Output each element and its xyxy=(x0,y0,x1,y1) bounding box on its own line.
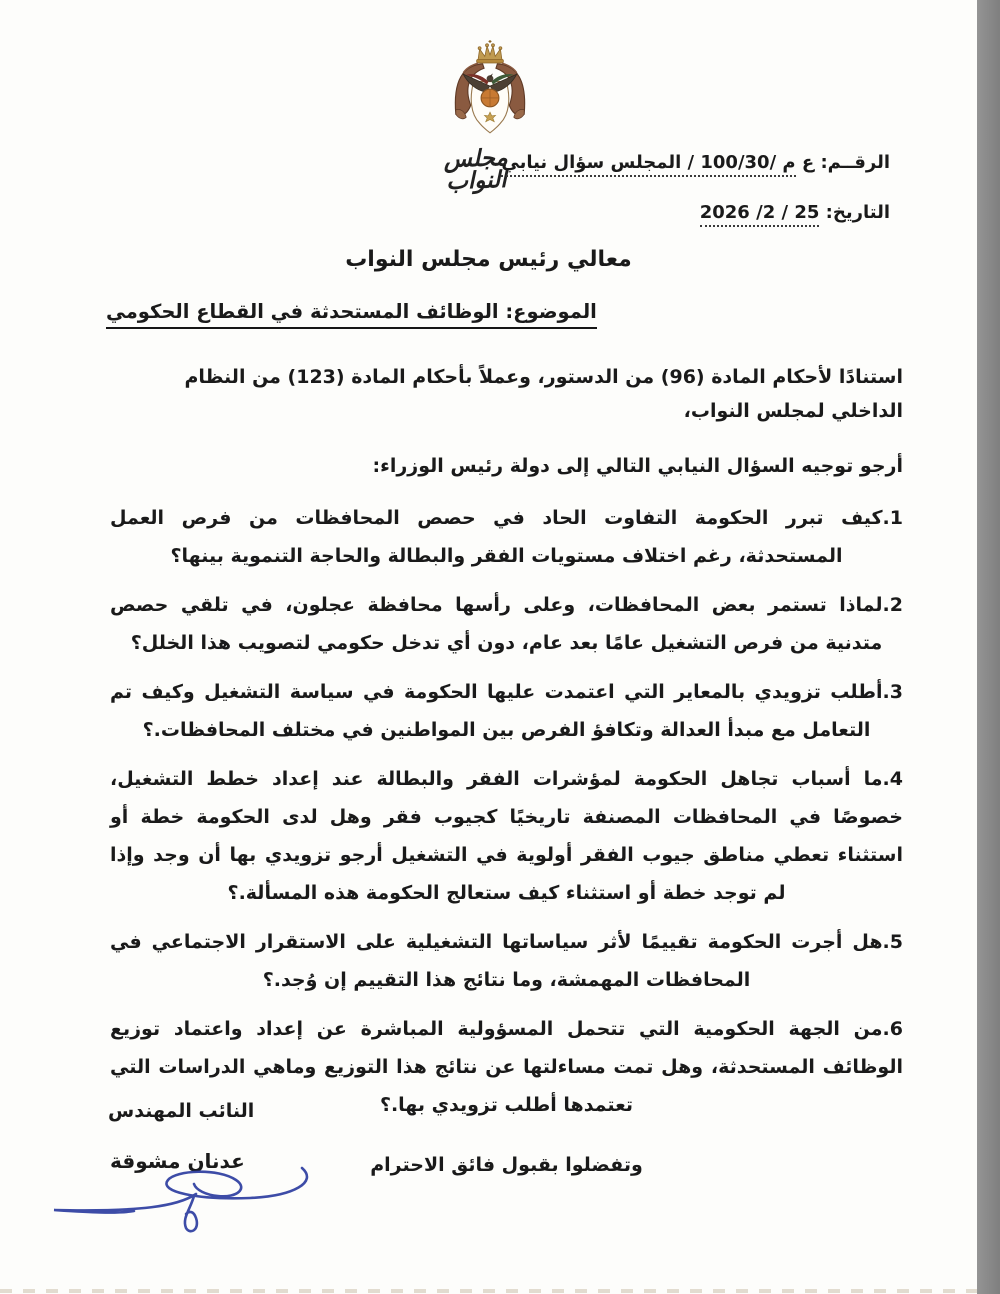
reference-line xyxy=(501,152,890,173)
scanner-edge-strip xyxy=(977,0,1000,1294)
request-line: أرجو توجيه السؤال النيابي التالي إلى دولة رئيس الوزراء: xyxy=(372,455,903,477)
closing-line: وتفضلوا بقبول فائق الاحترام xyxy=(370,1154,643,1176)
question-number: 2. xyxy=(882,594,903,616)
signer-title: النائب المهندس xyxy=(108,1100,255,1122)
question-number: 3. xyxy=(882,681,903,703)
date-label: التاريخ: xyxy=(825,202,890,223)
handwritten-signature-icon xyxy=(46,1138,331,1238)
org-name-calligraphy: مجلس النواب xyxy=(443,144,509,196)
intro-paragraph: استنادًا لأحكام المادة (96) من الدستور، وعملاً بأحكام المادة (123) من النظام الداخلي لمجلس النواب، xyxy=(184,366,903,422)
letter-body xyxy=(110,360,903,1182)
question-number: 6. xyxy=(882,1018,903,1040)
salutation: معالي رئيس مجلس النواب xyxy=(345,247,632,272)
question-text: لماذا تستمر بعض المحافظات، وعلى رأسها محافظة عجلون، في تلقي حصص متدنية من فرص التشغيل عامًا بعد عام، دون أي تدخل حكومي لتصويب هذا الخلل؟ xyxy=(110,594,883,654)
question-text: من الجهة الحكومية التي تتحمل المسؤولية المباشرة عن إعداد واعتماد توزيع الوظائف المستحدثة، وهل تمت مساءلتها عن نتائج هذا التوزيع وماهي الدراسات التي تعتمدها أطلب تزويدي بها.؟ xyxy=(110,1018,903,1116)
date-value: 25 / 2/ 2026 xyxy=(700,202,820,227)
question-text: ما أسباب تجاهل الحكومة لمؤشرات الفقر والبطالة عند إعداد خطط التشغيل، خصوصًا في المحافظات المصنفة تاريخيًا كجيوب فقر وهل لدى الحكومة خطة أو استثناء تعطي مناطق جيوب الفقر أولوية في التشغيل أرجو تزويدي بها أن وجد وإذا لم توجد خطة أو استثناء كيف ستعالج الحكومة هذه المسألة.؟ xyxy=(110,768,903,904)
jordan-coat-of-arms-icon xyxy=(438,40,542,144)
subject-line: الموضوع: الوظائف المستحدثة في القطاع الحكومي xyxy=(106,300,597,329)
question-number: 1. xyxy=(882,507,903,529)
question-item-2 xyxy=(110,586,903,662)
question-number: 5. xyxy=(882,931,903,953)
date-line xyxy=(700,202,890,223)
signer-name: عدنان مشوقة xyxy=(110,1149,245,1173)
question-item-3 xyxy=(110,673,903,749)
reference-label: الرقــم: ع xyxy=(801,152,890,173)
question-text: كيف تبرر الحكومة التفاوت الحاد في حصص المحافظات من فرص العمل المستحدثة، رغم اختلاف مستويات الفقر والبطالة والحاجة التنموية بينها؟ xyxy=(110,507,883,567)
question-number: 4. xyxy=(882,768,903,790)
question-text: هل أجرت الحكومة تقييمًا لأثر سياساتها التشغيلية على الاستقرار الاجتماعي في المحافظات المهمشة، وما نتائج هذا التقييم إن وُجد.؟ xyxy=(110,931,883,991)
question-text: أطلب تزويدي بالمعاير التي اعتمدت عليها الحكومة في سياسة التشغيل وكيف تم التعامل مع مبدأ العدالة وتكافؤ الفرص بين المواطنين في مختلف المحافظات.؟ xyxy=(110,681,883,741)
question-item-5 xyxy=(110,923,903,999)
reference-value: م /100/30 / المجلس سؤال نيابي xyxy=(501,152,795,177)
question-item-1 xyxy=(110,499,903,575)
question-item-4 xyxy=(110,760,903,912)
page-bottom-perforation xyxy=(0,1289,977,1293)
